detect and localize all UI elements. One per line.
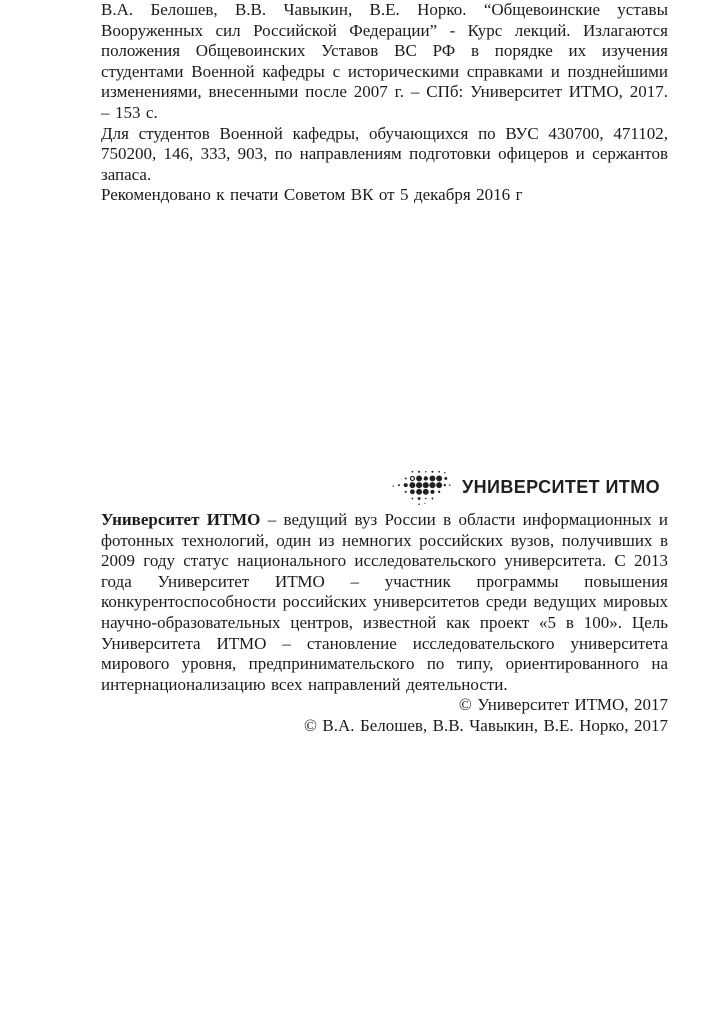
about-paragraph	[101, 510, 668, 695]
approval-line: Рекомендовано к печати Советом ВК от 5 декабря 2016 г	[101, 185, 523, 205]
audience-paragraph: Для студентов Военной кафедры, обучающихся по ВУС 430700, 471102, 750200, 146, 333, 903, по направлениям подготовки офицеров и сержантов запаса.	[101, 123, 668, 184]
itmo-logo-text: УНИВЕРСИТЕТ ИТМО	[462, 477, 660, 498]
copyright-university: © Университет ИТМО, 2017	[458, 695, 668, 715]
itmo-logo-dots-icon	[390, 467, 452, 509]
itmo-logo	[101, 466, 668, 510]
page-content	[101, 0, 668, 736]
copyright-authors: © В.А. Белошев, В.В. Чавыкин, В.Е. Норко, 2017	[304, 715, 668, 735]
about-body-text: – ведущий вуз России в области информационных и фотонных технологий, один из немногих российских вузов, получивших в 2009 году статус национального исследовательского университета. С 2013 года Университет ИТМО – участник программы повышения конкурентоспособности российских университетов среди ведущих мировых научно-образовательных центров, известной как проект «5 в 100». Цель Университета ИТМО – становление исследовательского университета мирового уровня, предпринимательского по типу, ориентированного на интернационализацию всех направлений деятельности.	[101, 509, 668, 694]
bibliography-paragraph: В.А. Белошев, В.В. Чавыкин, В.Е. Норко. “Общевоинские уставы Вооруженных сил Российской Федерации” - Курс лекций. Излагаются положения Общевоинских Уставов ВС РФ в порядке их изучения студентами Военной кафедры с историческими справками и позднейшими изменениями, внесенными после 2007 г. – СПб: Университет ИТМО, 2017. – 153 с.	[101, 0, 668, 122]
about-lead-bold: Университет ИТМО	[101, 509, 261, 529]
